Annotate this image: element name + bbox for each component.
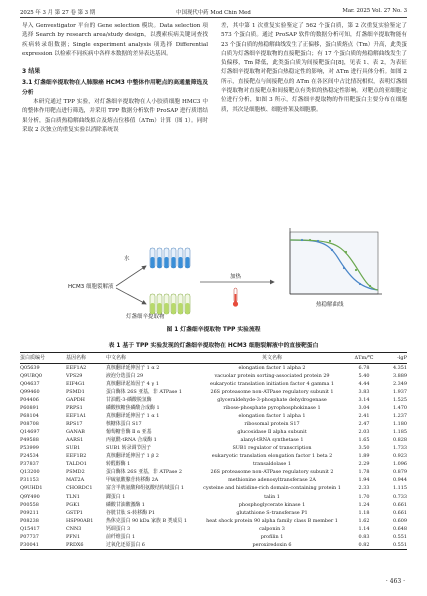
- cell-english-name: glucosidase Ⅱ alpha subunit: [237, 429, 307, 436]
- cell-english-name: eukaryotic translation initiation factor 4 gamma 1: [209, 381, 335, 388]
- thermometer-icon: [233, 288, 238, 307]
- header-gene-name: 基因名称: [66, 355, 87, 361]
- cell-protein-id: P53999: [20, 445, 39, 452]
- melting-curve-plot: [290, 228, 382, 294]
- cell-gene-name: VPS29: [66, 373, 83, 380]
- table-row: [20, 428, 407, 436]
- cell-neg-log-p: 0.828: [392, 437, 407, 444]
- cell-english-name: talin 1: [264, 493, 280, 500]
- cell-gene-name: SUB1: [66, 445, 81, 452]
- table-row: [20, 404, 407, 412]
- cell-english-name: peroxiredoxin 6: [252, 541, 292, 548]
- header-chinese-name: 中文名称: [106, 355, 127, 361]
- table-row: [20, 460, 407, 468]
- header-journal-issue: 2025 年 3 月 第 27 卷 第 3 期: [20, 10, 96, 16]
- cell-protein-id: Q13200: [20, 469, 40, 476]
- cell-neg-log-p: 0.661: [392, 501, 407, 508]
- cell-delta-tm: 1.65: [358, 437, 370, 444]
- cell-english-name: glutathione S-transferase P1: [236, 509, 308, 516]
- cell-gene-name: PSMD2: [66, 469, 85, 476]
- arrow-to-water: [116, 266, 146, 286]
- water-tube-6: [185, 248, 190, 268]
- cell-english-name: cysteine and histidine-rich domain-containing protein 1: [203, 485, 341, 492]
- cell-delta-tm: 4.44: [358, 381, 370, 388]
- cell-chinese-name: 液泡分选蛋白 29: [106, 373, 144, 380]
- table-row: [20, 476, 407, 484]
- table-body: [20, 364, 407, 549]
- cell-delta-tm: 1.24: [358, 501, 370, 508]
- cell-protein-id: P37837: [20, 461, 39, 468]
- cell-gene-name: GAPDH: [66, 397, 85, 404]
- cell-delta-tm: 1.62: [358, 517, 370, 524]
- table-row: [20, 525, 407, 533]
- cell-english-name: transaldolase 1: [253, 461, 291, 468]
- cell-chinese-name: 磷酸甘油酸激酶 1: [106, 501, 145, 508]
- table-row: [20, 484, 407, 492]
- cell-delta-tm: 1.89: [358, 453, 370, 460]
- cell-gene-name: PGK1: [66, 501, 80, 508]
- table-row: [20, 509, 407, 517]
- header-english-name: 英文名称: [261, 355, 282, 361]
- cell-gene-name: MAT2A: [66, 477, 85, 484]
- cell-delta-tm: 3.50: [358, 445, 370, 452]
- cell-delta-tm: 1.94: [358, 477, 370, 484]
- plot-background: [290, 232, 378, 294]
- cell-chinese-name: 踝蛋白 1: [106, 493, 126, 500]
- cell-protein-id: P08238: [20, 517, 39, 524]
- cell-delta-tm: 2.03: [358, 429, 370, 436]
- cell-neg-log-p: 1.096: [392, 461, 407, 468]
- cell-protein-id: P08708: [20, 421, 39, 428]
- extract-tube-row: [150, 294, 190, 314]
- cell-neg-log-p: 0.923: [392, 453, 407, 460]
- cell-delta-tm: 0.83: [358, 533, 370, 540]
- cell-delta-tm: 2.33: [358, 485, 370, 492]
- cell-neg-log-p: 0.648: [392, 525, 407, 532]
- water-tube-4: [171, 248, 176, 268]
- cell-gene-name: EEF1A2: [66, 365, 87, 371]
- cell-neg-log-p: 0.879: [392, 469, 407, 476]
- water-tube-row: [150, 248, 190, 268]
- cell-delta-tm: 2.41: [358, 413, 370, 420]
- cell-chinese-name: 真核翻译延伸因子 1 β 2: [106, 453, 159, 460]
- cell-gene-name: EEF1B2: [66, 453, 87, 460]
- cell-english-name: eukaryotic translation elongation factor 1 beta 2: [211, 453, 333, 460]
- water-tube-3: [164, 248, 169, 268]
- header-rule: [20, 17, 407, 18]
- cell-english-name: phosphoglycerate kinase 1: [238, 501, 306, 508]
- cell-chinese-name: 过氧化还原蛋白 6: [106, 541, 145, 548]
- cell-gene-name: HSP90AB1: [66, 517, 94, 524]
- cell-protein-id: P00558: [20, 501, 39, 508]
- water-tube-5: [178, 248, 183, 268]
- cell-neg-log-p: 0.733: [392, 493, 407, 500]
- table-row: [20, 452, 407, 460]
- figure-label-extract: 灯盏细辛提取物: [126, 314, 165, 320]
- cell-gene-name: GSTP1: [66, 509, 83, 516]
- cell-protein-id: P09211: [20, 509, 39, 516]
- cell-neg-log-p: 1.733: [392, 445, 407, 452]
- cell-protein-id: Q9UHD1: [20, 485, 43, 492]
- figure-label-cell-lysate: HCM3 细胞裂解液: [68, 284, 114, 290]
- cell-chinese-name: 蛋白酶体 26S 亚基，非 ATPase 2: [106, 469, 182, 476]
- cell-gene-name: GANAB: [66, 429, 85, 436]
- cell-chinese-name: 钙调蛋白 3: [106, 525, 131, 532]
- cell-gene-name: EEF1A1: [66, 413, 87, 420]
- cell-chinese-name: 丙氨酰-tRNA 合成酶 1: [106, 437, 157, 444]
- table-row: [20, 436, 407, 444]
- cell-delta-tm: 0.82: [358, 541, 370, 548]
- cell-chinese-name: 真核翻译延伸因子 1 α 2: [106, 365, 160, 371]
- cell-protein-id: Q05639: [20, 365, 40, 371]
- cell-chinese-name: 甘油醛-3-磷酸脱氢酶: [106, 397, 152, 404]
- cell-delta-tm: 3.14: [358, 397, 370, 404]
- cell-neg-log-p: 1.470: [392, 405, 407, 412]
- figure-1-workflow: [20, 218, 407, 323]
- header-neg-log-p: -lgP: [397, 355, 407, 361]
- cell-delta-tm: 6.78: [358, 365, 370, 371]
- cell-neg-log-p: 0.551: [392, 533, 407, 540]
- cell-delta-tm: 1.18: [358, 509, 370, 516]
- header-protein-id: 蛋白质编号: [20, 355, 46, 361]
- cell-protein-id: P68104: [20, 413, 39, 420]
- cell-protein-id: P07737: [20, 533, 39, 540]
- table-row: [20, 468, 407, 476]
- cell-delta-tm: 2.29: [358, 461, 370, 468]
- cell-delta-tm: 1.78: [358, 469, 370, 476]
- cell-chinese-name: 磷酸核糖焦磷酸合成酶 1: [106, 405, 160, 412]
- extract-tube-6: [185, 294, 190, 314]
- cell-neg-log-p: 0.609: [392, 517, 407, 524]
- cell-chinese-name: 富含半胱氨酸和组氨酸结构域蛋白 1: [106, 485, 185, 492]
- cell-neg-log-p: 3.889: [392, 373, 407, 380]
- cell-protein-id: Q04637: [20, 381, 40, 388]
- figure-label-heating: 加热: [230, 274, 242, 280]
- cell-delta-tm: 3.83: [358, 389, 370, 396]
- water-tube-2: [157, 248, 162, 268]
- extract-tube-2: [157, 294, 162, 314]
- page-number: · 463 ·: [385, 578, 405, 585]
- table-row: [20, 501, 407, 509]
- cell-delta-tm: 1.14: [358, 525, 370, 532]
- cell-gene-name: PSMD1: [66, 389, 85, 396]
- cell-english-name: SUB1 regulator of transcription: [232, 445, 312, 452]
- results-paragraph-continued: 差，其中第 1 次重复实验鉴定了 562 个蛋白质，第 2 次重复实验鉴定了 573 个蛋白质。通过 ProSAP 软件的数据分析可知，灯盏细辛提取物能有 23 个蛋白质的热稳解曲线发生了正偏移，蛋白质熔点（Tm）升高，此类蛋白质为灯盏细辛提取物的直接靶蛋白；有 17 个蛋白质的热稳解曲线发生了负偏移，Tm 降低，此类蛋白质为间接靶蛋白[8]，见表 1、表 2，为表征灯盏细辛提取物对靶蛋白热稳定性的影响，对 ΔTm 进行具体分析。如图 2 所示，直接靶点与间接靶点的 ΔTm 在各区间中占比情况相似，表明灯盏细辛提取物对直接靶点和间接靶点有类似的热稳定性影响。对靶点的亚细胞定位进行分析，如图 3 所示，灯盏细辛提取物的作用靶蛋白主要分布在细胞质，其次是细胞核、细胞骨架及细胞膜。: [221, 23, 407, 113]
- cell-english-name: calponin 3: [259, 525, 285, 532]
- cell-english-name: ribose-phosphate pyrophosphokinase 1: [223, 405, 321, 412]
- extract-tube-3: [164, 294, 169, 314]
- table-row: [20, 372, 407, 380]
- arrow-to-extract: [116, 288, 146, 304]
- cell-protein-id: Q99460: [20, 389, 40, 396]
- cell-chinese-name: 甲硫氨酸腺苷转移酶 2A: [106, 477, 159, 484]
- cell-english-name: vacuolar protein sorting-associated protein 29: [214, 373, 330, 380]
- cell-neg-log-p: 1.525: [392, 397, 407, 404]
- cell-neg-log-p: 2.349: [392, 381, 407, 388]
- cell-english-name: 26S proteasome non-ATPase regulatory subunit 1: [210, 389, 334, 396]
- cell-gene-name: AARS1: [66, 437, 84, 444]
- table-bottom-rule: [20, 549, 407, 550]
- cell-english-name: glyceraldehyde-3-phosphate dehydrogenase: [217, 397, 327, 404]
- cell-neg-log-p: 0.661: [392, 509, 407, 516]
- figure-label-melting-curve: 热稳解曲线: [316, 302, 344, 308]
- cell-neg-log-p: 0.551: [392, 541, 407, 548]
- cell-delta-tm: 5.40: [358, 373, 370, 380]
- header-delta-tm: ΔTm/℃: [354, 355, 374, 361]
- cell-chinese-name: 葡萄糖苷酶 Ⅱ α 亚基: [106, 429, 152, 436]
- table-row: [20, 380, 407, 388]
- cell-gene-name: CHORDC1: [66, 485, 93, 492]
- cell-neg-log-p: 1.185: [392, 429, 407, 436]
- header-journal-issue-en: Mar. 2025 Vol. 27 No. 3: [342, 8, 407, 14]
- cell-gene-name: EIF4G1: [66, 381, 86, 388]
- cell-chinese-name: 蛋白酶体 26S 亚基，非 ATPase 1: [106, 389, 182, 396]
- cell-protein-id: P49588: [20, 437, 39, 444]
- cell-protein-id: P60891: [20, 405, 39, 412]
- table-1: [20, 352, 407, 550]
- cell-gene-name: TLN1: [66, 493, 80, 500]
- cell-protein-id: Q14697: [20, 429, 40, 436]
- water-tube-1: [150, 248, 155, 268]
- cell-gene-name: RPS17: [66, 421, 83, 428]
- extract-tube-1: [150, 294, 155, 314]
- cell-chinese-name: 核糖体蛋白 S17: [106, 421, 142, 428]
- table-row: [20, 541, 407, 549]
- results-paragraph: 本研究通过 TPP 实验，对灯盏细辛提取物在人小胶质细胞 HMC3 中的整体作用靶点进行筛选，并采用 TPP 数据分析软件 ProSAP 进行质谱结果分析，蛋白质热稳解曲线拟合及熔点位移值（ΔTm）计算（图 1）。同时采取 2 次独立的重复实验以消除系统误: [22, 99, 208, 133]
- cell-protein-id: P30041: [20, 541, 39, 548]
- cell-english-name: methionine adenosyltransferase 2A: [228, 477, 316, 484]
- section-title-results: 3 结果: [22, 68, 41, 76]
- table-row: [20, 493, 407, 501]
- table-row: [20, 444, 407, 452]
- cell-english-name: 26S proteasome non-ATPase regulatory subunit 2: [210, 469, 334, 476]
- cell-gene-name: PRPS1: [66, 405, 83, 412]
- cell-protein-id: Q9UBQ0: [20, 373, 42, 380]
- cell-neg-log-p: 1.937: [392, 389, 407, 396]
- cell-neg-log-p: 1.115: [392, 485, 407, 492]
- table-row: [20, 388, 407, 396]
- cell-english-name: alanyl-tRNA synthetase 1: [240, 437, 304, 444]
- cell-neg-log-p: 1.180: [392, 421, 407, 428]
- table-row: [20, 396, 407, 404]
- extract-tube-4: [171, 294, 176, 314]
- cell-gene-name: CNN3: [66, 525, 82, 532]
- left-column: [22, 22, 208, 135]
- table-row: [20, 412, 407, 420]
- cell-protein-id: Q15417: [20, 525, 40, 532]
- table-row: [20, 517, 407, 525]
- table-row: [20, 364, 407, 372]
- cell-chinese-name: 真核翻译延伸因子 1 α 1: [106, 413, 160, 420]
- cell-protein-id: P24534: [20, 453, 39, 460]
- cell-neg-log-p: 1.237: [392, 413, 407, 420]
- cell-chinese-name: 转醛醇酶 1: [106, 461, 131, 468]
- cell-english-name: profilin 1: [260, 533, 284, 540]
- cell-neg-log-p: 4.351: [392, 365, 407, 371]
- right-column: [221, 22, 407, 115]
- table-row: [20, 420, 407, 428]
- cell-gene-name: TALDO1: [66, 461, 87, 468]
- cell-english-name: ribosomal protein S17: [244, 421, 300, 428]
- cell-chinese-name: 真核翻译起始因子 4 γ 1: [106, 381, 159, 388]
- cell-delta-tm: 2.47: [358, 421, 370, 428]
- cell-chinese-name: 前纤维蛋白 1: [106, 533, 136, 540]
- table-1-title: 表 1 基于 TPP 实验发现的灯盏细辛提取物在 HCM3 细胞裂解液中的直接靶蛋白: [108, 343, 319, 349]
- running-header: [0, 0, 427, 22]
- cell-english-name: elongation factor 1 alpha 1: [238, 413, 306, 420]
- figure-label-water: 水: [124, 256, 130, 262]
- header-journal-name: 中国现代中药 Mod Chin Med: [176, 10, 251, 16]
- cell-chinese-name: 谷胱甘肽 S-转移酶 P1: [106, 509, 155, 516]
- cell-protein-id: P31153: [20, 477, 39, 484]
- extract-tube-5: [178, 294, 183, 314]
- cell-delta-tm: 1.70: [358, 493, 370, 500]
- cell-english-name: elongation factor 1 alpha 2: [238, 365, 306, 371]
- cell-gene-name: PRDX6: [66, 541, 84, 548]
- cell-gene-name: PFN1: [66, 533, 81, 540]
- figure-1-caption: 图 1 灯盏细辛提取物 TPP 实验流程: [166, 327, 261, 333]
- subsection-title: 3.1 灯盏细辛提取物在人肺腺癌 HCM3 中整体作用靶点的高通量筛选及分析: [22, 80, 208, 96]
- cell-delta-tm: 3.04: [358, 405, 370, 412]
- cell-protein-id: P04406: [20, 397, 39, 404]
- cell-english-name: heat shock protein 90 alpha family class B member 1: [206, 517, 338, 524]
- cell-neg-log-p: 0.944: [392, 477, 407, 484]
- methods-paragraph: 导入 Genvestigator 平台的 Gene selection 模块。Data selection 项选择 Search by research area/study design，以搜索疾病关键词查找疾病转录组数据；Single experiment analysis 项选择 Differential expression 以检索不同疾病中各样本数据的差异表达基因。: [22, 23, 208, 57]
- table-row: [20, 533, 407, 541]
- cell-protein-id: Q9Y490: [20, 493, 40, 500]
- cell-chinese-name: 热休克蛋白 90 kDa 家族 B 类成员 1: [106, 517, 187, 524]
- cell-chinese-name: SUB1 转录调节因子: [106, 445, 152, 452]
- table-header-row: [20, 353, 407, 363]
